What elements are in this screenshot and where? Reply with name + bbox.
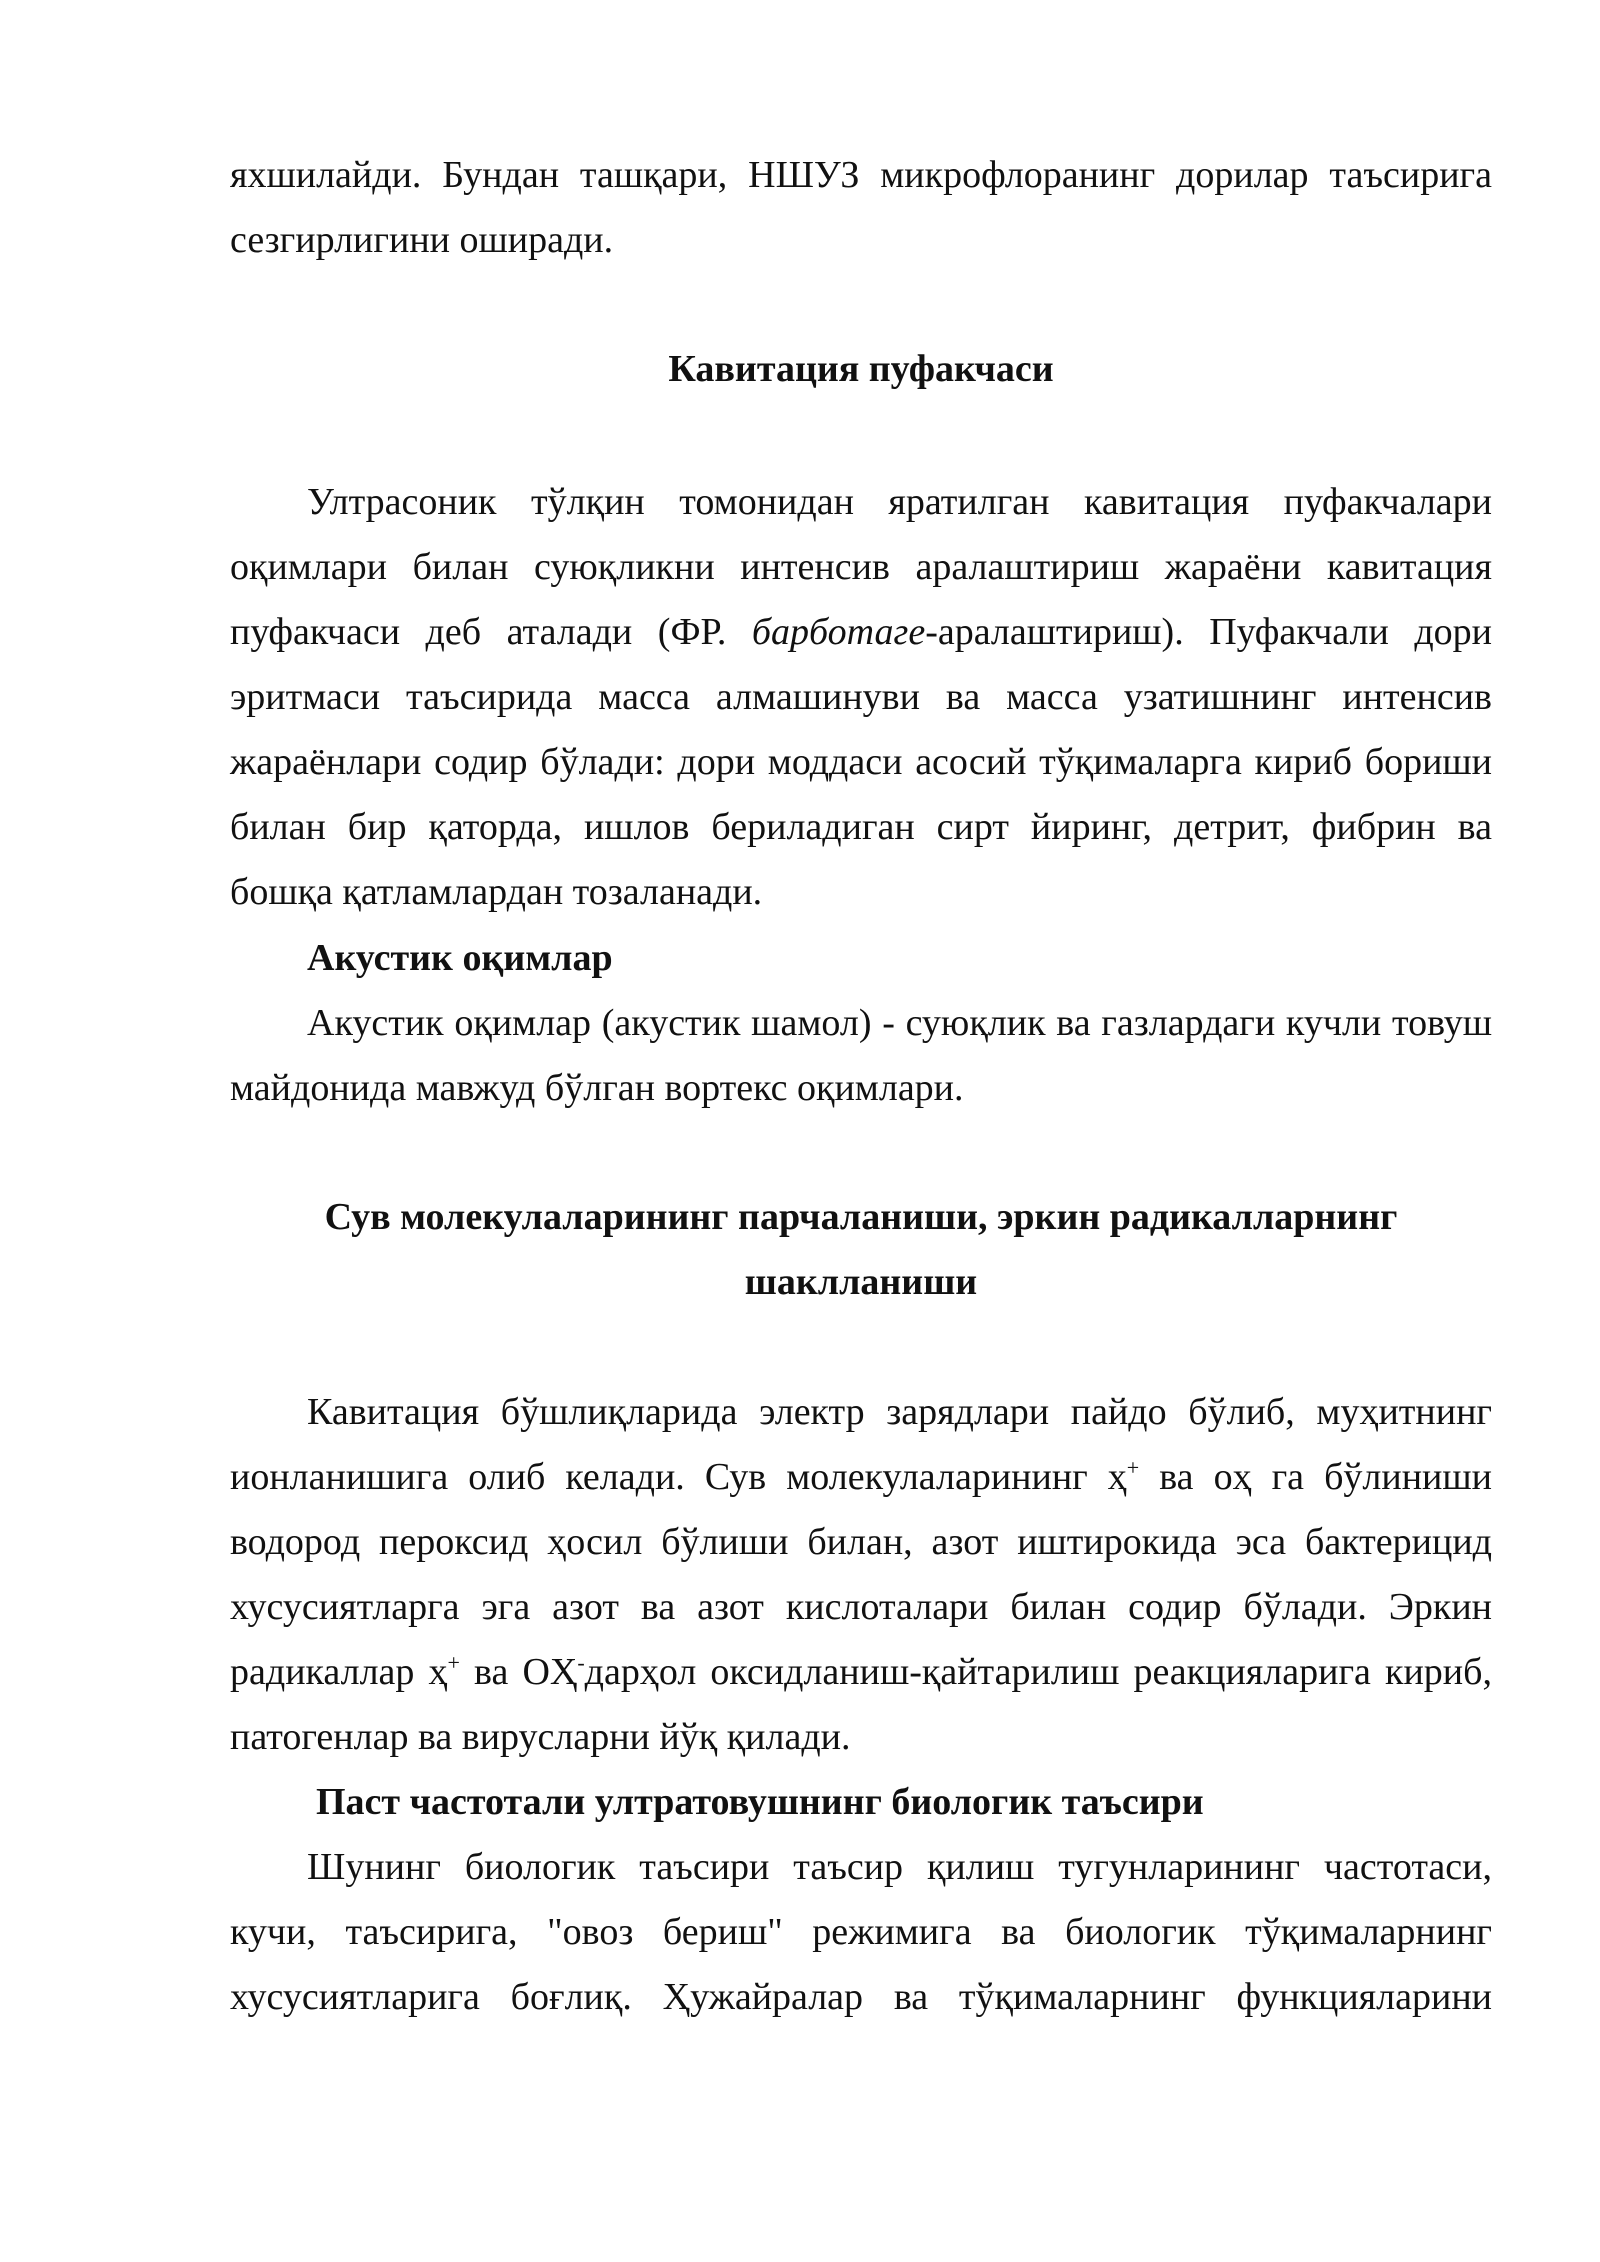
paragraph-lowfreq — [230, 1835, 1492, 2030]
paragraph-intro-text: яхшилайди. Бундан ташқари, НШУЗ микрофлоранинг дорилар таъсирига сезгирлигини оширади. — [230, 154, 1492, 261]
paragraph-lowfreq-text: Шунинг биологик таъсири таъсир қилиш тугунларининг частотаси, кучи, таъсирига, "овоз бериш" режимига ва биологик тўқималарнинг хусусиятларига боғлиқ. Ҳужайралар ва тўқималарнинг функцияларини — [230, 1846, 1492, 2018]
paragraph-cavitation — [230, 470, 1492, 925]
heading-water-line2: шаклланиши — [744, 1261, 978, 1303]
heading-acoustic: Акустик оқимлар — [307, 937, 613, 979]
superscript-plus-1: + — [1126, 1455, 1140, 1480]
paragraph-cavitation-text-b: -аралаштириш). Пуфакчали дори эритмаси таъсирида масса алмашинуви ва масса узатишнинг интенсив жараёнлари содир бўлади: дори моддаси асосий тўқималарга кириб бориши билан бир қаторда, ишлов бериладиган сирт йиринг, детрит, фибрин ва бошқа қатламлардан тозаланади. — [230, 611, 1492, 913]
paragraph-water-text-d: дарҳол оксидланиш-қайтарилиш реакцияларига кириб, патогенлар ва вирусларни йўқ қилади. — [230, 1651, 1492, 1758]
heading-lowfreq: Паст частотали ултратовушнинг биологик таъсири — [316, 1781, 1204, 1823]
superscript-minus: - — [577, 1650, 585, 1675]
paragraph-acoustic — [230, 991, 1492, 1121]
paragraph-water-text-a: Кавитация бўшлиқларида электр зарядлари пайдо бўлиб, муҳитнинг ионланишига олиб келади. Сув молекулаларининг ҳ — [230, 1391, 1492, 1498]
heading-cavitation: Кавитация пуфакчаси — [668, 348, 1054, 390]
superscript-plus-2: + — [447, 1650, 460, 1675]
heading-water — [230, 1185, 1492, 1315]
paragraph-cavitation-text-a: Ултрасоник тўлқин томонидан яратилган кавитация пуфакчалари оқимлари билан суюқликни интенсив аралаштириш жараёни кавитация пуфакчаси деб аталади (ФР. — [230, 481, 1492, 653]
paragraph-water-text-c: ва ОҲ — [459, 1651, 578, 1693]
paragraph-water — [230, 1380, 1492, 1770]
italic-term: барботаге — [751, 611, 926, 653]
paragraph-intro — [230, 143, 1492, 273]
heading-water-line1: Сув молекулаларининг парчаланиши, эркин радикалларнинг — [324, 1196, 1398, 1238]
paragraph-acoustic-text: Акустик оқимлар (акустик шамол) - суюқлик ва газлардаги кучли товуш майдонида мавжуд бўлган вортекс оқимлари. — [230, 1002, 1492, 1109]
paragraph-water-text-b: ва оҳ га бўлиниши водород пероксид ҳосил бўлиши билан, азот иштирокида эса бактерицид хусусиятларга эга азот ва азот кислоталари билан содир бўлади. Эркин радикаллар ҳ — [230, 1456, 1492, 1693]
